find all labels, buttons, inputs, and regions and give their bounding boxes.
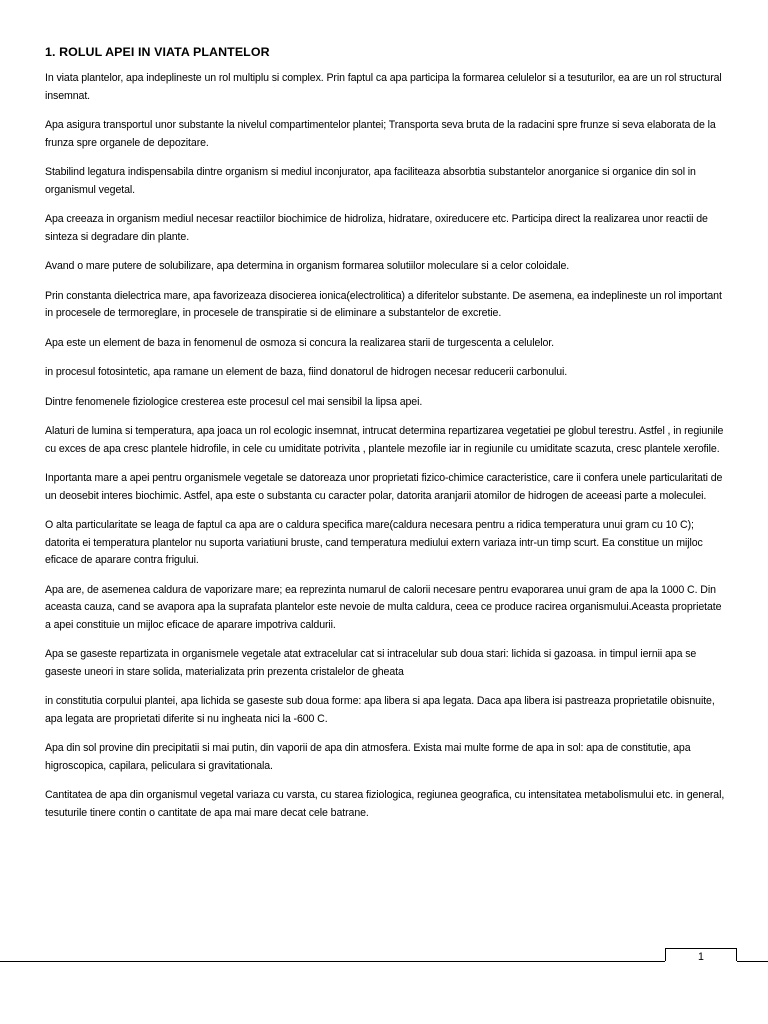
paragraph-4: Apa creeaza in organism mediul necesar reactiilor biochimice de hidroliza, hidratare, oxireducere etc. Participa direct la realizarea unor reactii de sinteza si degradare din plante. [45, 213, 708, 243]
footer-rule-left [0, 961, 665, 962]
paragraph-17: Cantitatea de apa din organismul vegetal variaza cu varsta, cu starea fiziologica, regiunea geografica, cu intensitatea metabolismului etc. in general, tesuturile tinere contin o cantitate de apa mai mare decat cele batrane. [45, 789, 725, 819]
paragraph-3: Stabilind legatura indispensabila dintre organism si mediul inconjurator, apa faciliteaza absorbtia substantelor anorganice si organice din sol in organismul vegetal. [45, 166, 696, 196]
paragraph-12: O alta particularitate se leaga de faptul ca apa are o caldura specifica mare(caldura necesara pentru a ridica temperatura unui gram cu 10 C); datorita ei temperatura plantelor nu suporta variatiuni bruste, cand temperatura mediului extern variaza intr-un timp scurt. Ea constitue un mijloc eficace de aparare contra frigului. [45, 519, 703, 566]
paragraph-1: In viata plantelor, apa indeplineste un rol multiplu si complex. Prin faptul ca apa participa la formarea celulelor si a tesuturilor, ea are un rol structural insemnat. [45, 72, 722, 102]
document-body [45, 44, 727, 834]
paragraph-16: Apa din sol provine din precipitatii si mai putin, din vaporii de apa din atmosfera. Exista mai multe forme de apa in sol: apa de constitutie, apa higroscopica, capilara, peliculara si gravitationala. [45, 742, 691, 772]
paragraph-13: Apa are, de asemenea caldura de vaporizare mare; ea reprezinta numarul de calorii necesare pentru evaporarea unui gram de apa la 1000 C. Din aceasta cauza, cand se avapora apa la suprafata plantelor este nevoie de multa caldura, ceea ce produce racirea organismului.Aceasta proprietate a apei constituie un mijloc eficace de aparare impotriva caldurii. [45, 583, 722, 631]
paragraph-14: Apa se gaseste repartizata in organismele vegetale atat extracelular cat si intracelular sub doua stari: lichida si gazoasa. in timpul iernii apa se gaseste uneori in stare solida, materializata prin prezenta cristalelor de gheata [45, 648, 697, 678]
footer-rule-right [737, 961, 768, 962]
document-title: 1. ROLUL APEI IN VIATA PLANTELOR [45, 45, 270, 59]
page-number: 1 [665, 948, 737, 961]
paragraph-6: Prin constanta dielectrica mare, apa favorizeaza disocierea ionica(electrolitica) a diferitelor substante. De asemena, ea indeplineste un rol important in procesele de termoreglare, in procesele de transpiratie si de eliminare a substantelor de excretie. [45, 289, 722, 319]
paragraph-5: Avand o mare putere de solubilizare, apa determina in organism formarea solutiilor moleculare si a celor coloidale. [45, 260, 570, 272]
paragraph-7: Apa este un element de baza in fenomenul de osmoza si concura la realizarea starii de turgescenta a celulelor. [45, 336, 554, 349]
paragraph-9: Dintre fenomenele fiziologice cresterea este procesul cel mai sensibil la lipsa apei. [45, 395, 423, 408]
paragraph-10: Alaturi de lumina si temperatura, apa joaca un rol ecologic insemnat, intrucat determina repartizarea vegetatiei pe globul terestru. Astfel , in regiunile cu exces de apa cresc plantele hidrofile, in cele cu umiditate potrivita , plantele mezofile iar in regiunile cu umiditate scazuta, cresc plantele xerofile. [45, 425, 724, 455]
paragraph-2: Apa asigura transportul unor substante la nivelul compartimentelor plantei; Transporta seva bruta de la radacini spre frunze si seva elaborata de la frunza spre organele de depozitare. [45, 119, 716, 149]
paragraph-11: Inportanta mare a apei pentru organismele vegetale se datoreaza unor proprietati fizico-chimice caracteristice, care ii confera unele particularitati de un deosebit interes biochimic. Astfel, apa este o substanta cu caracter polar, datorita aranjarii atomilor de hidrogen de aceeasi parte a moleculei. [45, 472, 723, 502]
paragraph-15: in constitutia corpului plantei, apa lichida se gaseste sub doua forme: apa libera si apa legata. Daca apa libera isi pastreaza proprietatile obisnuite, apa legata are proprietati diferite si nu ingheata nici la -600 C. [45, 695, 715, 725]
paragraph-8: in procesul fotosintetic, apa ramane un element de baza, fiind donatorul de hidrogen necesar reducerii carbonului. [45, 366, 568, 378]
